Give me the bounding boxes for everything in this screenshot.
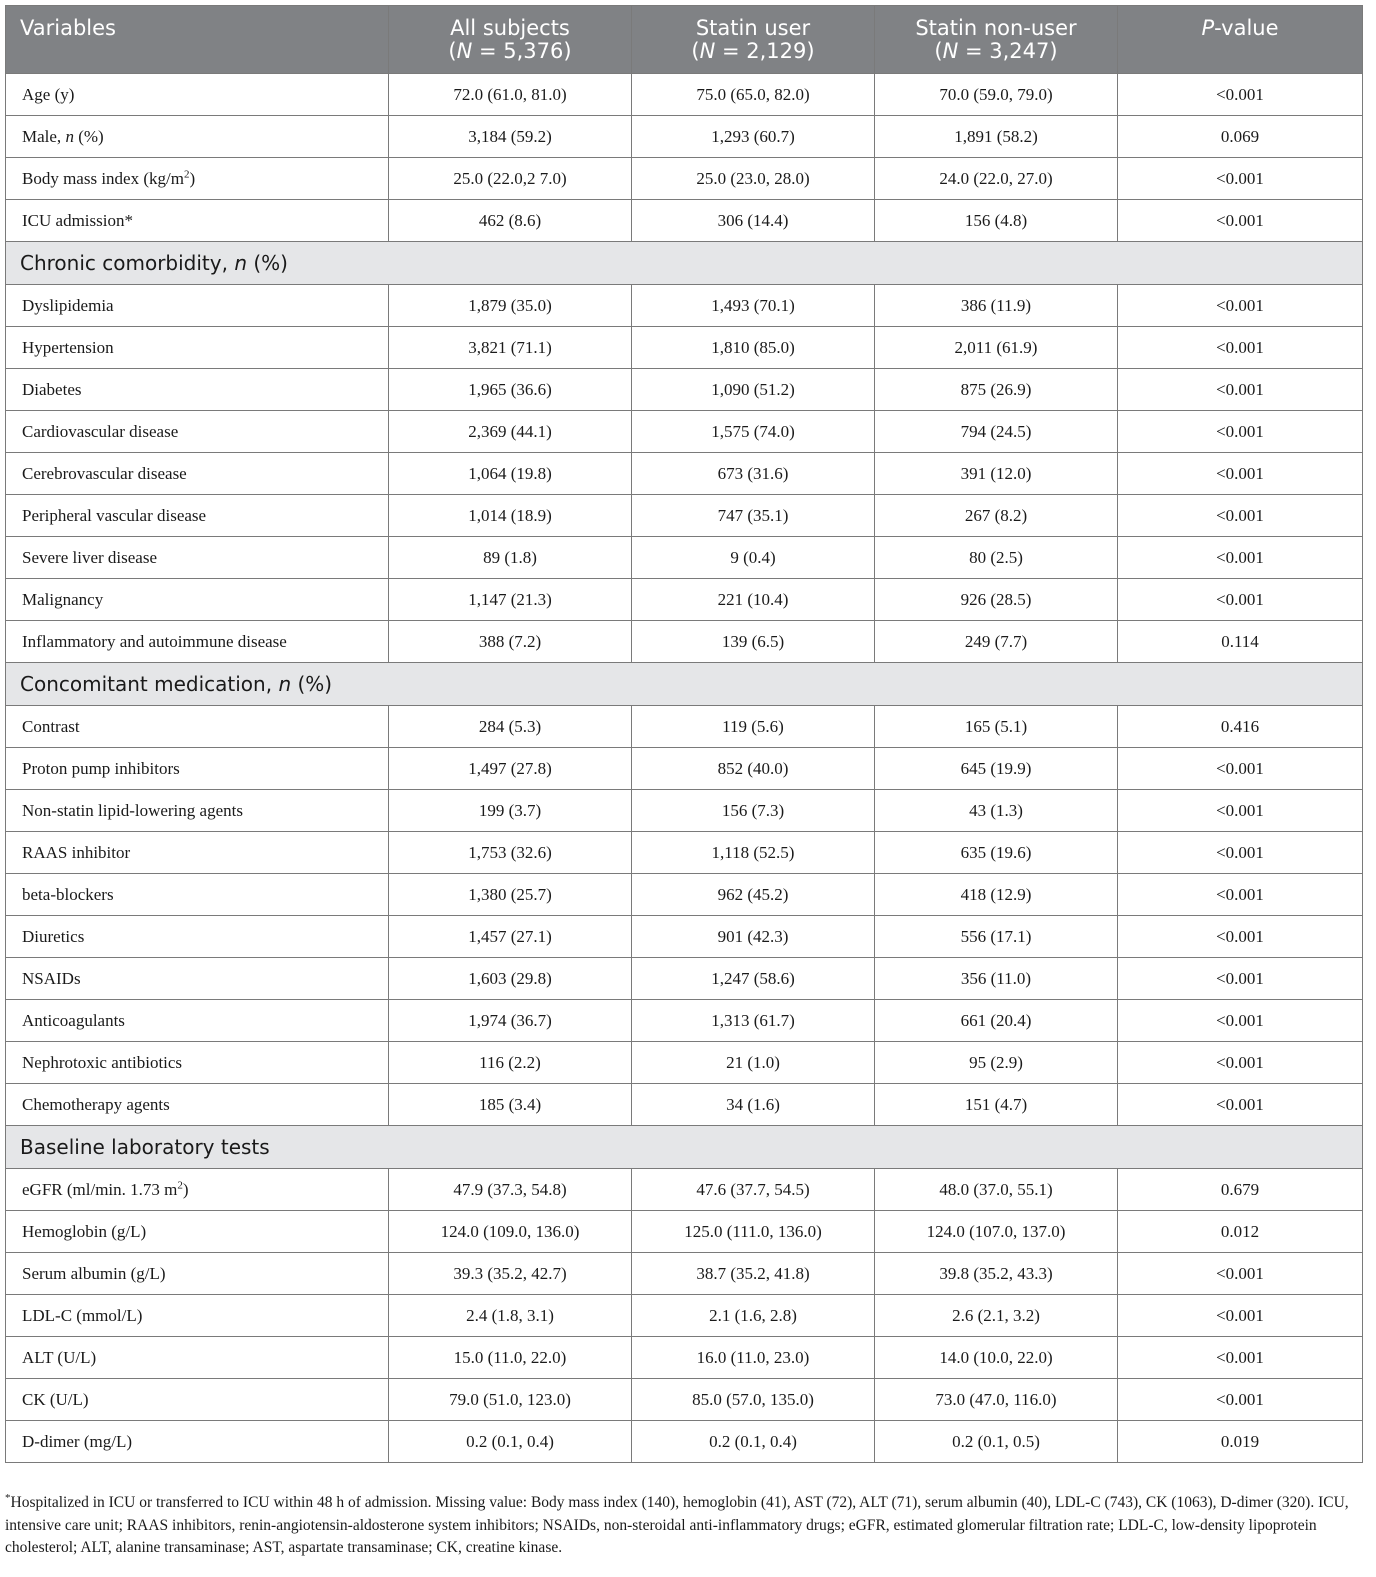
cell-statin-non-user: 794 (24.5)	[875, 411, 1118, 453]
table-row	[6, 1253, 1363, 1295]
row-label: RAAS inhibitor	[6, 832, 389, 874]
cell-statin-non-user: 249 (7.7)	[875, 621, 1118, 663]
table-row	[6, 411, 1363, 453]
row-label: Proton pump inhibitors	[6, 748, 389, 790]
cell-p-value: <0.001	[1118, 1253, 1363, 1295]
row-label: Diuretics	[6, 916, 389, 958]
row-label: Diabetes	[6, 369, 389, 411]
section-label-medication: Concomitant medication, n (%)	[6, 663, 1363, 706]
row-label: Nephrotoxic antibiotics	[6, 1042, 389, 1084]
row-label: Hypertension	[6, 327, 389, 369]
cell-statin-user: 221 (10.4)	[632, 579, 875, 621]
cell-statin-user: 2.1 (1.6, 2.8)	[632, 1295, 875, 1337]
cell-all-subjects: 1,457 (27.1)	[389, 916, 632, 958]
cell-p-value: 0.019	[1118, 1421, 1363, 1463]
cell-statin-non-user: 165 (5.1)	[875, 706, 1118, 748]
table-row	[6, 74, 1363, 116]
cell-statin-non-user: 2,011 (61.9)	[875, 327, 1118, 369]
row-label: Serum albumin (g/L)	[6, 1253, 389, 1295]
cell-p-value: <0.001	[1118, 158, 1363, 200]
cell-all-subjects: 3,821 (71.1)	[389, 327, 632, 369]
table-row	[6, 790, 1363, 832]
row-label: Dyslipidemia	[6, 285, 389, 327]
row-label: Chemotherapy agents	[6, 1084, 389, 1126]
cell-all-subjects: 1,603 (29.8)	[389, 958, 632, 1000]
cell-p-value: <0.001	[1118, 495, 1363, 537]
row-label: Male, n (%)	[6, 116, 389, 158]
cell-statin-user: 1,118 (52.5)	[632, 832, 875, 874]
header-user-label: Statin user	[695, 16, 811, 40]
cell-statin-non-user: 151 (4.7)	[875, 1084, 1118, 1126]
table-row	[6, 1211, 1363, 1253]
cell-p-value: <0.001	[1118, 200, 1363, 242]
table-row	[6, 1042, 1363, 1084]
table-row	[6, 327, 1363, 369]
header-all-subjects	[389, 6, 632, 74]
row-label: LDL-C (mmol/L)	[6, 1295, 389, 1337]
cell-statin-non-user: 926 (28.5)	[875, 579, 1118, 621]
section-row-medication	[6, 663, 1363, 706]
cell-statin-user: 747 (35.1)	[632, 495, 875, 537]
row-label: beta-blockers	[6, 874, 389, 916]
table-row	[6, 1379, 1363, 1421]
cell-p-value: <0.001	[1118, 916, 1363, 958]
table-row	[6, 1000, 1363, 1042]
cell-p-value: <0.001	[1118, 327, 1363, 369]
cell-statin-non-user: 24.0 (22.0, 27.0)	[875, 158, 1118, 200]
cell-all-subjects: 47.9 (37.3, 54.8)	[389, 1169, 632, 1211]
row-label: Contrast	[6, 706, 389, 748]
cell-statin-user: 38.7 (35.2, 41.8)	[632, 1253, 875, 1295]
section-row-comorbidity	[6, 242, 1363, 285]
cell-all-subjects: 89 (1.8)	[389, 537, 632, 579]
table-row	[6, 748, 1363, 790]
cell-statin-user: 1,090 (51.2)	[632, 369, 875, 411]
cell-statin-non-user: 70.0 (59.0, 79.0)	[875, 74, 1118, 116]
row-label: Cardiovascular disease	[6, 411, 389, 453]
cell-p-value: <0.001	[1118, 1337, 1363, 1379]
table-row	[6, 1084, 1363, 1126]
row-label: CK (U/L)	[6, 1379, 389, 1421]
cell-statin-user: 47.6 (37.7, 54.5)	[632, 1169, 875, 1211]
cell-statin-user: 306 (14.4)	[632, 200, 875, 242]
row-label: Body mass index $(kg/m^2)$	[6, 158, 389, 200]
table-row	[6, 285, 1363, 327]
header-nonuser-label: Statin non-user	[915, 16, 1077, 40]
cell-p-value: <0.001	[1118, 411, 1363, 453]
table-row	[6, 958, 1363, 1000]
cell-p-value: <0.001	[1118, 1042, 1363, 1084]
cell-statin-non-user: 661 (20.4)	[875, 1000, 1118, 1042]
cell-statin-user: 1,313 (61.7)	[632, 1000, 875, 1042]
cell-statin-user: 1,810 (85.0)	[632, 327, 875, 369]
cell-statin-non-user: 267 (8.2)	[875, 495, 1118, 537]
header-nonuser-n: (N = 3,247)	[934, 39, 1058, 63]
header-statin-non-user	[875, 6, 1118, 74]
table-row	[6, 1337, 1363, 1379]
cell-all-subjects: 462 (8.6)	[389, 200, 632, 242]
cell-statin-user: 34 (1.6)	[632, 1084, 875, 1126]
cell-statin-user: 156 (7.3)	[632, 790, 875, 832]
cell-statin-user: 125.0 (111.0, 136.0)	[632, 1211, 875, 1253]
cell-statin-non-user: 1,891 (58.2)	[875, 116, 1118, 158]
cell-all-subjects: 1,147 (21.3)	[389, 579, 632, 621]
cell-statin-user: 1,293 (60.7)	[632, 116, 875, 158]
cell-p-value: <0.001	[1118, 958, 1363, 1000]
table-row	[6, 200, 1363, 242]
cell-all-subjects: 1,064 (19.8)	[389, 453, 632, 495]
cell-all-subjects: 1,380 (25.7)	[389, 874, 632, 916]
cell-all-subjects: 1,753 (32.6)	[389, 832, 632, 874]
cell-statin-user: 119 (5.6)	[632, 706, 875, 748]
cell-p-value: <0.001	[1118, 453, 1363, 495]
cell-statin-non-user: 95 (2.9)	[875, 1042, 1118, 1084]
cell-p-value: <0.001	[1118, 1379, 1363, 1421]
row-label: Peripheral vascular disease	[6, 495, 389, 537]
cell-p-value: <0.001	[1118, 285, 1363, 327]
cell-p-value: <0.001	[1118, 874, 1363, 916]
row-label: Cerebrovascular disease	[6, 453, 389, 495]
cell-p-value: <0.001	[1118, 579, 1363, 621]
cell-all-subjects: 15.0 (11.0, 22.0)	[389, 1337, 632, 1379]
table-row	[6, 537, 1363, 579]
cell-all-subjects: 1,497 (27.8)	[389, 748, 632, 790]
row-label: D-dimer (mg/L)	[6, 1421, 389, 1463]
table-footnote: *Hospitalized in ICU or transferred to ICU within 48 h of admission. Missing value: Body mass index (140), hemoglobin (41), AST (72), ALT (71), serum albumin (40), LDL-C (743), CK (1063), D-dimer (320). ICU, intensive care unit; RAAS inhibitors, renin-angiotensin-aldosterone system inhibitors; NSAIDs, non-steroidal anti-inflammatory drugs; eGFR, estimated glomerular filtration rate; LDL-C, low-density lipoprotein cholesterol; ALT, alanine transaminase; AST, aspartate transaminase; CK, creatine kinase.	[5, 1491, 1349, 1556]
row-label: eGFR (ml/min. 1.73 $m^2$)	[6, 1169, 389, 1211]
cell-statin-non-user: 356 (11.0)	[875, 958, 1118, 1000]
cell-statin-user: 85.0 (57.0, 135.0)	[632, 1379, 875, 1421]
cell-statin-user: 9 (0.4)	[632, 537, 875, 579]
cell-p-value: <0.001	[1118, 1295, 1363, 1337]
cell-all-subjects: 3,184 (59.2)	[389, 116, 632, 158]
cell-statin-user: 673 (31.6)	[632, 453, 875, 495]
header-all-n: (N = 5,376)	[448, 39, 572, 63]
table-row	[6, 495, 1363, 537]
cell-p-value: <0.001	[1118, 748, 1363, 790]
cell-statin-non-user: 14.0 (10.0, 22.0)	[875, 1337, 1118, 1379]
cell-p-value: 0.416	[1118, 706, 1363, 748]
table-row	[6, 1295, 1363, 1337]
cell-all-subjects: 0.2 (0.1, 0.4)	[389, 1421, 632, 1463]
table-body	[6, 74, 1363, 1463]
cell-p-value: <0.001	[1118, 1084, 1363, 1126]
cell-statin-non-user: 556 (17.1)	[875, 916, 1118, 958]
cell-statin-non-user: 391 (12.0)	[875, 453, 1118, 495]
table-row	[6, 706, 1363, 748]
cell-statin-user: 1,493 (70.1)	[632, 285, 875, 327]
header-all-label: All subjects	[450, 16, 570, 40]
cell-all-subjects: 116 (2.2)	[389, 1042, 632, 1084]
table-row	[6, 579, 1363, 621]
row-label: Non-statin lipid-lowering agents	[6, 790, 389, 832]
cell-statin-user: 962 (45.2)	[632, 874, 875, 916]
cell-statin-user: 25.0 (23.0, 28.0)	[632, 158, 875, 200]
cell-statin-user: 901 (42.3)	[632, 916, 875, 958]
cell-statin-non-user: 386 (11.9)	[875, 285, 1118, 327]
row-label: Anticoagulants	[6, 1000, 389, 1042]
cell-all-subjects: 79.0 (51.0, 123.0)	[389, 1379, 632, 1421]
row-label: Malignancy	[6, 579, 389, 621]
header-row	[6, 6, 1363, 74]
table-row	[6, 874, 1363, 916]
row-label: Hemoglobin (g/L)	[6, 1211, 389, 1253]
section-row-lab	[6, 1126, 1363, 1169]
cell-all-subjects: 185 (3.4)	[389, 1084, 632, 1126]
row-label: Inflammatory and autoimmune disease	[6, 621, 389, 663]
cell-all-subjects: 1,974 (36.7)	[389, 1000, 632, 1042]
cell-statin-non-user: 48.0 (37.0, 55.1)	[875, 1169, 1118, 1211]
cell-statin-user: 75.0 (65.0, 82.0)	[632, 74, 875, 116]
cell-all-subjects: 39.3 (35.2, 42.7)	[389, 1253, 632, 1295]
cell-p-value: 0.114	[1118, 621, 1363, 663]
cell-all-subjects: 1,014 (18.9)	[389, 495, 632, 537]
cell-statin-non-user: 875 (26.9)	[875, 369, 1118, 411]
cell-p-value: <0.001	[1118, 537, 1363, 579]
header-p-value: P-value	[1118, 6, 1363, 74]
cell-p-value: <0.001	[1118, 832, 1363, 874]
cell-all-subjects: 2.4 (1.8, 3.1)	[389, 1295, 632, 1337]
cell-statin-non-user: 0.2 (0.1, 0.5)	[875, 1421, 1118, 1463]
cell-statin-non-user: 80 (2.5)	[875, 537, 1118, 579]
cell-statin-non-user: 73.0 (47.0, 116.0)	[875, 1379, 1118, 1421]
row-label: ICU admission*	[6, 200, 389, 242]
header-variables: Variables	[6, 6, 389, 74]
cell-all-subjects: 199 (3.7)	[389, 790, 632, 832]
cell-statin-user: 16.0 (11.0, 23.0)	[632, 1337, 875, 1379]
cell-statin-user: 0.2 (0.1, 0.4)	[632, 1421, 875, 1463]
cell-statin-non-user: 635 (19.6)	[875, 832, 1118, 874]
cell-p-value: 0.012	[1118, 1211, 1363, 1253]
cell-statin-user: 1,575 (74.0)	[632, 411, 875, 453]
cell-statin-user: 21 (1.0)	[632, 1042, 875, 1084]
cell-statin-non-user: 43 (1.3)	[875, 790, 1118, 832]
section-label-comorbidity: Chronic comorbidity, n (%)	[6, 242, 1363, 285]
table-row	[6, 832, 1363, 874]
cell-statin-user: 139 (6.5)	[632, 621, 875, 663]
table-row	[6, 453, 1363, 495]
cell-statin-non-user: 418 (12.9)	[875, 874, 1118, 916]
header-user-n: (N = 2,129)	[691, 39, 815, 63]
cell-all-subjects: 2,369 (44.1)	[389, 411, 632, 453]
cell-all-subjects: 1,879 (35.0)	[389, 285, 632, 327]
table-row	[6, 1169, 1363, 1211]
cell-p-value: 0.069	[1118, 116, 1363, 158]
cell-p-value: <0.001	[1118, 74, 1363, 116]
table-row	[6, 621, 1363, 663]
row-label: Severe liver disease	[6, 537, 389, 579]
cell-p-value: 0.679	[1118, 1169, 1363, 1211]
table-row	[6, 916, 1363, 958]
cell-statin-user: 852 (40.0)	[632, 748, 875, 790]
header-statin-user	[632, 6, 875, 74]
cell-statin-non-user: 39.8 (35.2, 43.3)	[875, 1253, 1118, 1295]
cell-p-value: <0.001	[1118, 369, 1363, 411]
cell-statin-user: 1,247 (58.6)	[632, 958, 875, 1000]
cell-p-value: <0.001	[1118, 1000, 1363, 1042]
cell-all-subjects: 284 (5.3)	[389, 706, 632, 748]
table-row	[6, 369, 1363, 411]
cell-all-subjects: 388 (7.2)	[389, 621, 632, 663]
baseline-characteristics-table	[5, 5, 1363, 1463]
row-label: Age (y)	[6, 74, 389, 116]
cell-statin-non-user: 156 (4.8)	[875, 200, 1118, 242]
cell-all-subjects: 72.0 (61.0, 81.0)	[389, 74, 632, 116]
cell-statin-non-user: 645 (19.9)	[875, 748, 1118, 790]
cell-p-value: <0.001	[1118, 790, 1363, 832]
section-label-lab: Baseline laboratory tests	[6, 1126, 1363, 1169]
table-row	[6, 1421, 1363, 1463]
row-label: NSAIDs	[6, 958, 389, 1000]
table-wrapper	[5, 5, 1362, 1463]
cell-all-subjects: 1,965 (36.6)	[389, 369, 632, 411]
table-row	[6, 158, 1363, 200]
row-label: ALT (U/L)	[6, 1337, 389, 1379]
cell-statin-non-user: 2.6 (2.1, 3.2)	[875, 1295, 1118, 1337]
cell-all-subjects: 25.0 (22.0,2 7.0)	[389, 158, 632, 200]
table-row	[6, 116, 1363, 158]
cell-statin-non-user: 124.0 (107.0, 137.0)	[875, 1211, 1118, 1253]
cell-all-subjects: 124.0 (109.0, 136.0)	[389, 1211, 632, 1253]
